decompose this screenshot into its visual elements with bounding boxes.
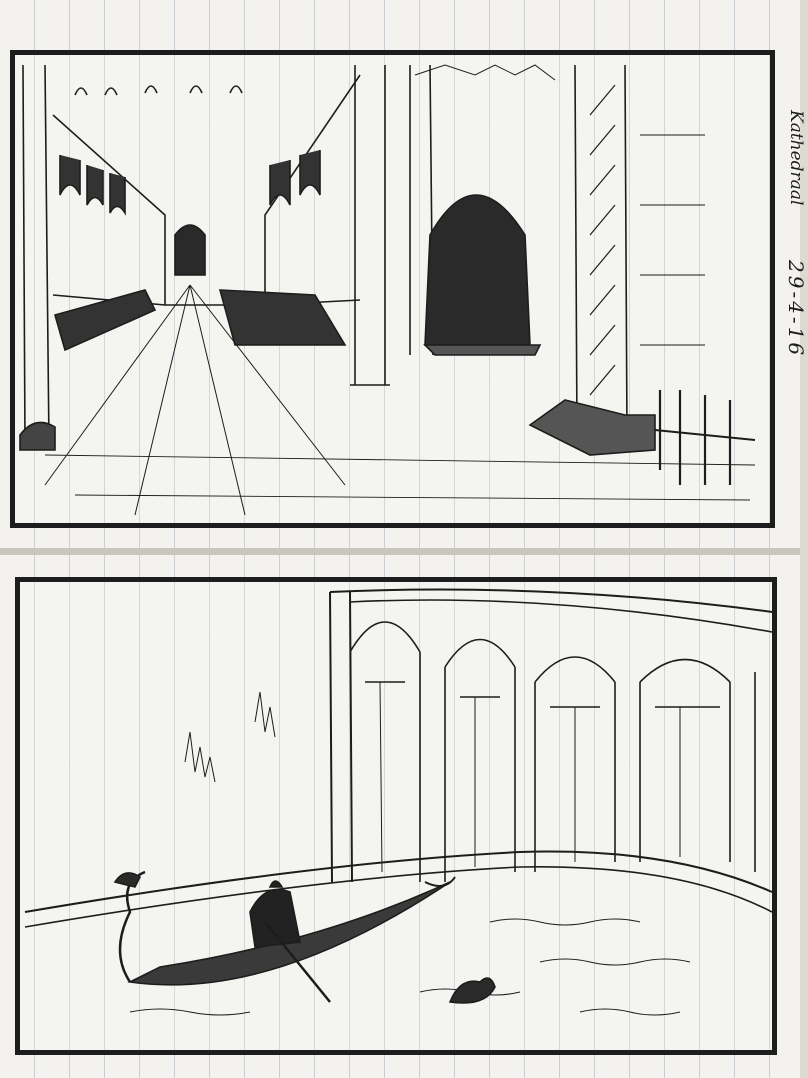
sketchbook-page-bottom [0,555,800,1078]
caption-title: Kathedraal [786,110,806,206]
domed-hall-drawing [20,582,772,1050]
cathedral-sketch-panel [10,50,775,528]
caption-date: 29-4-16 [784,260,808,359]
sketchbook-gutter [0,548,800,555]
domed-hall-sketch-panel [15,577,777,1055]
cathedral-interior-drawing [15,55,770,523]
handwritten-caption [778,70,808,510]
